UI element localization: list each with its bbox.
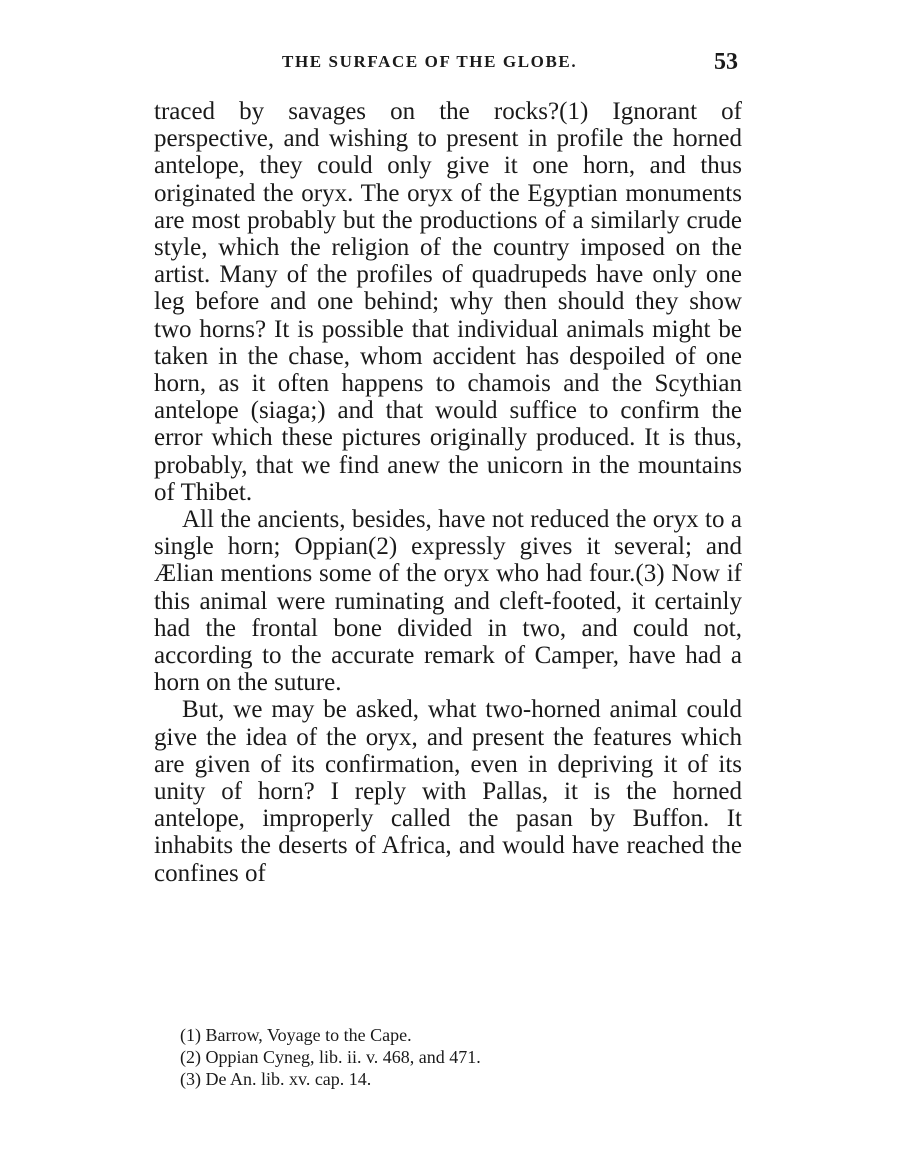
paragraph-2: All the ancients, besides, have not reduced the oryx to a single horn; Oppian(2) expressly gives it several; and Ælian mentions some of the oryx who had four.(3) Now if this animal were ruminating and cleft-footed, it certainly had the frontal bone divided in two, and could not, according to the accurate remark of Camper, have had a horn on the suture. <box>154 506 742 697</box>
paragraph-3: But, we may be asked, what two-horned animal could give the idea of the oryx, and present the features which are given of its confirmation, even in depriving it of its unity of horn? I reply with Pallas, it is the horned antelope, improperly called the pasan by Buffon. It inhabits the deserts of Africa, and would have reached the confines of <box>154 696 742 887</box>
footnotes <box>180 1024 680 1090</box>
running-title: THE SURFACE OF THE GLOBE. <box>282 52 578 71</box>
footnote-1: (1) Barrow, Voyage to the Cape. <box>180 1025 412 1045</box>
footnote-3: (3) De An. lib. xv. cap. 14. <box>180 1069 372 1089</box>
paragraph-1: traced by savages on the rocks?(1) Ignorant of perspective, and wishing to present in profile the horned antelope, they could only give it one horn, and thus originated the oryx. The oryx of the Egyptian monuments are most probably but the productions of a similarly crude style, which the religion of the country imposed on the artist. Many of the profiles of quadrupeds have only one leg before and one behind; why then should they show two horns? It is possible that individual animals might be taken in the chase, whom accident has despoiled of one horn, as it often happens to chamois and the Scythian antelope (siaga;) and that would suffice to confirm the error which these pictures originally produced. It is thus, probably, that we find anew the unicorn in the mountains of Thibet. <box>154 98 742 506</box>
page-header <box>150 49 738 84</box>
page-number: 53 <box>714 49 738 75</box>
footnote-2: (2) Oppian Cyneg, lib. ii. v. 468, and 471. <box>180 1047 481 1067</box>
body-text <box>154 98 742 887</box>
